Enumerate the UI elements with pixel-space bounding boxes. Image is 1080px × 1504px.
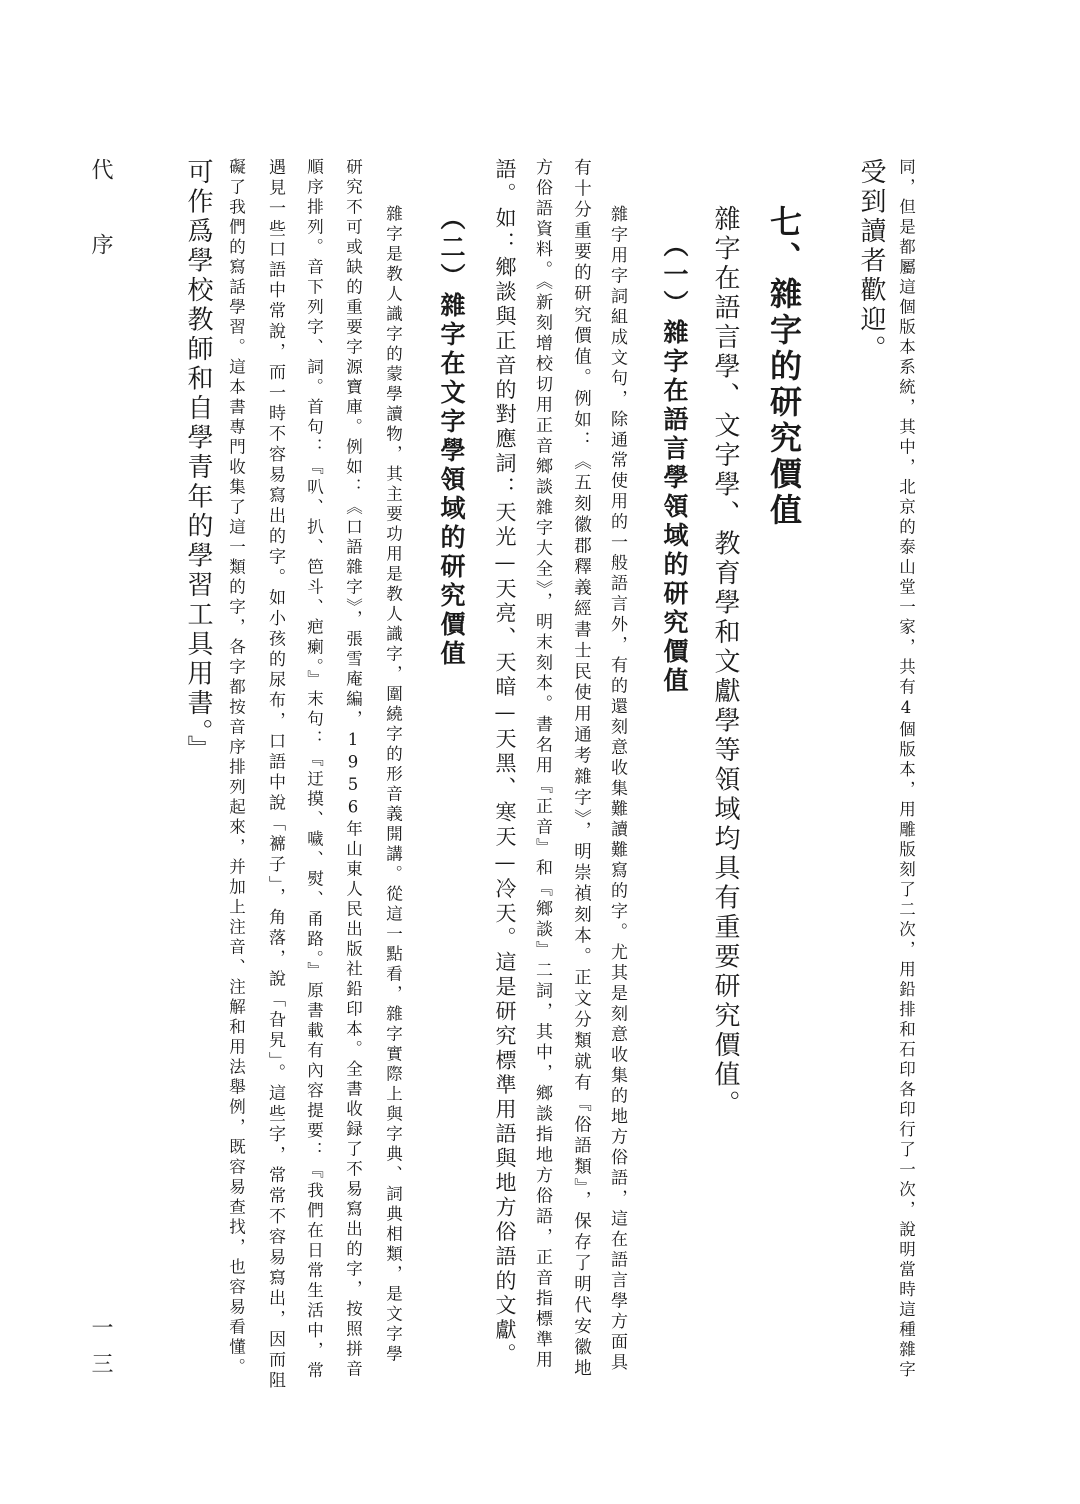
body-column: 研究不可或缺的重要字源寶庫。例如：《口語雜字》，張雪庵編，1956年山東人民出版社鉛印本。全書收録了不易寫出的字，按照拼音: [343, 158, 363, 1380]
body-column: 雜字在語言學、文字學、教育學和文獻學等領域均具有重要研究價值。: [710, 205, 740, 1120]
body-column: 同，但是都屬這個版本系統，其中，北京的泰山堂一家，共有4個版本，用雕版刻了二次，用鉛排和石印各印行了一次，說明當時這種雜字: [896, 158, 916, 1381]
body-column: 方俗語資料。《新刻增校切用正音鄉談雜字大全》，明末刻本。書名用『正音』和『鄉談』二詞，其中，鄉談指地方俗語，正音指標準用: [532, 158, 552, 1371]
running-header: 代 序: [88, 158, 113, 269]
body-column: 遇見一些口語中常說，而一時不容易寫出的字。如小孩的尿布，口語中說「褯子」，角落，說「旮旯」。這些字，常常不容易寫出，因而阻: [265, 158, 285, 1392]
body-column: 順序排列。音下列字、詞。首句：『叭、扒、笆斗、疤瘌。』末句：『迂摸、噦、熨、甬路。』原書載有內容提要：『我們在日常生活中，常: [304, 158, 324, 1382]
body-column: 可作爲學校教師和自學青年的學習工具用書。』: [183, 158, 213, 765]
page-number: 一三: [88, 1316, 113, 1388]
body-column: 有十分重要的研究價值。例如：《五刻徽郡釋義經書士民使用通考雜字》，明崇禎刻本。正文分類就有『俗語類』，保存了明代安徽地: [571, 158, 592, 1380]
body-column: 受到讀者歡迎。: [856, 158, 886, 365]
subsection-heading: （一）雜字在語言學領域的研究價值: [660, 232, 689, 696]
body-column: 雜字用字詞組成文句，除通常使用的一般語言外，有的還刻意收集難讀難寫的字。尤其是刻意收集的地方俗語，這在語言學方面具: [607, 205, 627, 1374]
body-column: 語。如：鄉談與正音的對應詞：天光—天亮、天暗—天黑、寒天—冷天。這是研究標準用語與地方俗語的文獻。: [493, 158, 517, 1368]
body-column: 雜字是教人識字的蒙學讀物，其主要功用是教人識字，圍繞字的形音義開講。從這一點看，雜字實際上與字典、詞典相類，是文字學: [383, 205, 403, 1365]
section-heading: 七、雜字的研究價值: [765, 205, 803, 529]
body-column: 礙了我們的寫話學習。這本書專門收集了這一類的字，各字都按音序排列起來，并加上注音、注解和用法舉例，既容易查找，也容易看懂。: [226, 158, 246, 1378]
subsection-heading: （二）雜字在文字學領域的研究價值: [437, 205, 466, 669]
